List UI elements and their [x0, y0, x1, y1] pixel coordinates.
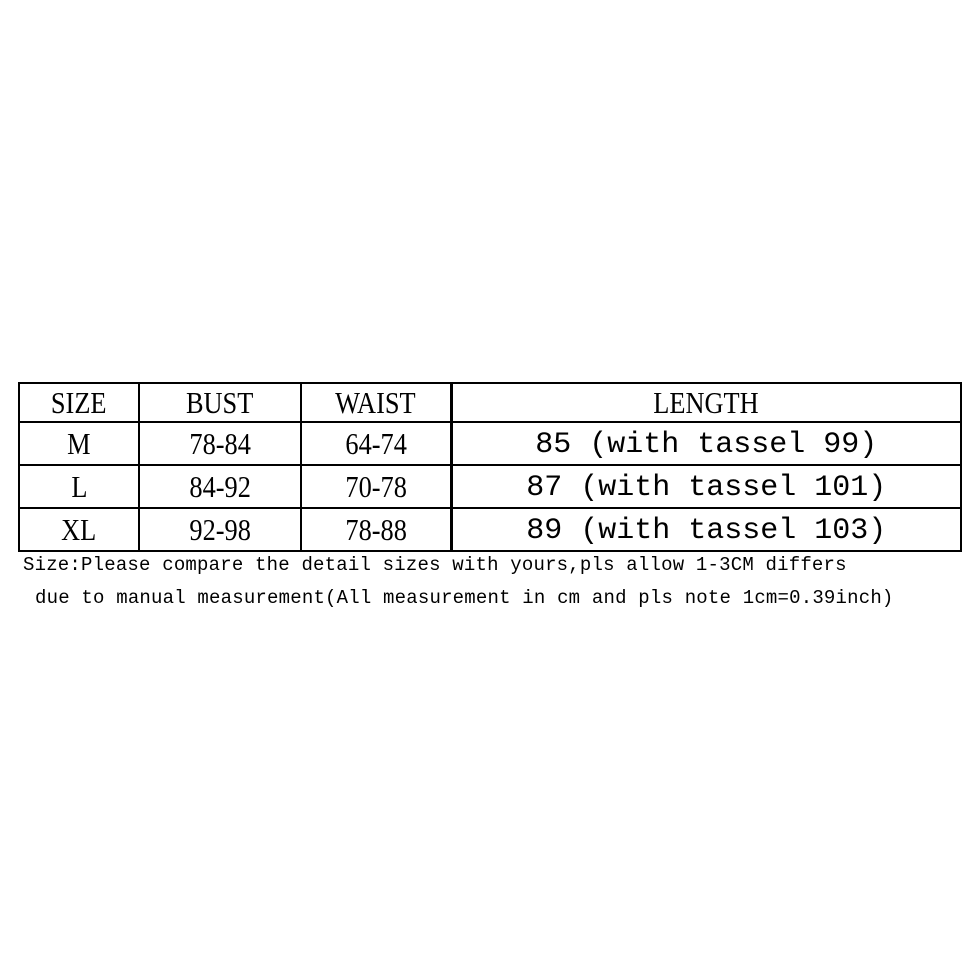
- header-size-label: SIZE: [51, 385, 107, 420]
- cell-length-text: 85 (with tassel 99): [535, 428, 878, 462]
- size-note-line-2: due to manual measurement(All measurement in cm and pls note 1cm=0.39inch): [35, 587, 894, 609]
- cell-waist: [301, 422, 451, 465]
- cell-length: [451, 465, 961, 508]
- cell-waist-text: 78-88: [345, 512, 407, 547]
- cell-waist-text: 64-74: [345, 426, 407, 461]
- cell-bust-text: 84-92: [189, 469, 251, 504]
- cell-bust: [139, 508, 301, 551]
- table-row: [19, 465, 961, 508]
- cell-bust-text: 78-84: [189, 426, 251, 461]
- cell-waist: [301, 508, 451, 551]
- cell-length-text: 89 (with tassel 103): [526, 514, 887, 548]
- table-header-row: [19, 383, 961, 422]
- table-row: [19, 508, 961, 551]
- cell-length: [451, 508, 961, 551]
- cell-size: [19, 508, 139, 551]
- cell-size: [19, 422, 139, 465]
- cell-waist: [301, 465, 451, 508]
- cell-bust: [139, 465, 301, 508]
- size-note-line-1: Size:Please compare the detail sizes with yours,pls allow 1-3CM differs: [23, 554, 847, 576]
- cell-size-text: M: [67, 426, 91, 461]
- cell-size-text: L: [70, 469, 88, 504]
- header-length: [451, 383, 961, 422]
- cell-length: [451, 422, 961, 465]
- cell-length-text: 87 (with tassel 101): [526, 471, 887, 505]
- size-chart-table: [18, 382, 962, 552]
- table-row: [19, 422, 961, 465]
- header-length-label: LENGTH: [653, 385, 759, 420]
- header-waist-label: WAIST: [335, 385, 417, 420]
- cell-bust: [139, 422, 301, 465]
- header-bust-label: BUST: [186, 385, 254, 420]
- cell-waist-text: 70-78: [345, 469, 407, 504]
- header-size: [19, 383, 139, 422]
- cell-size-text: XL: [61, 512, 97, 547]
- cell-size: [19, 465, 139, 508]
- header-bust: [139, 383, 301, 422]
- header-waist: [301, 383, 451, 422]
- cell-bust-text: 92-98: [189, 512, 251, 547]
